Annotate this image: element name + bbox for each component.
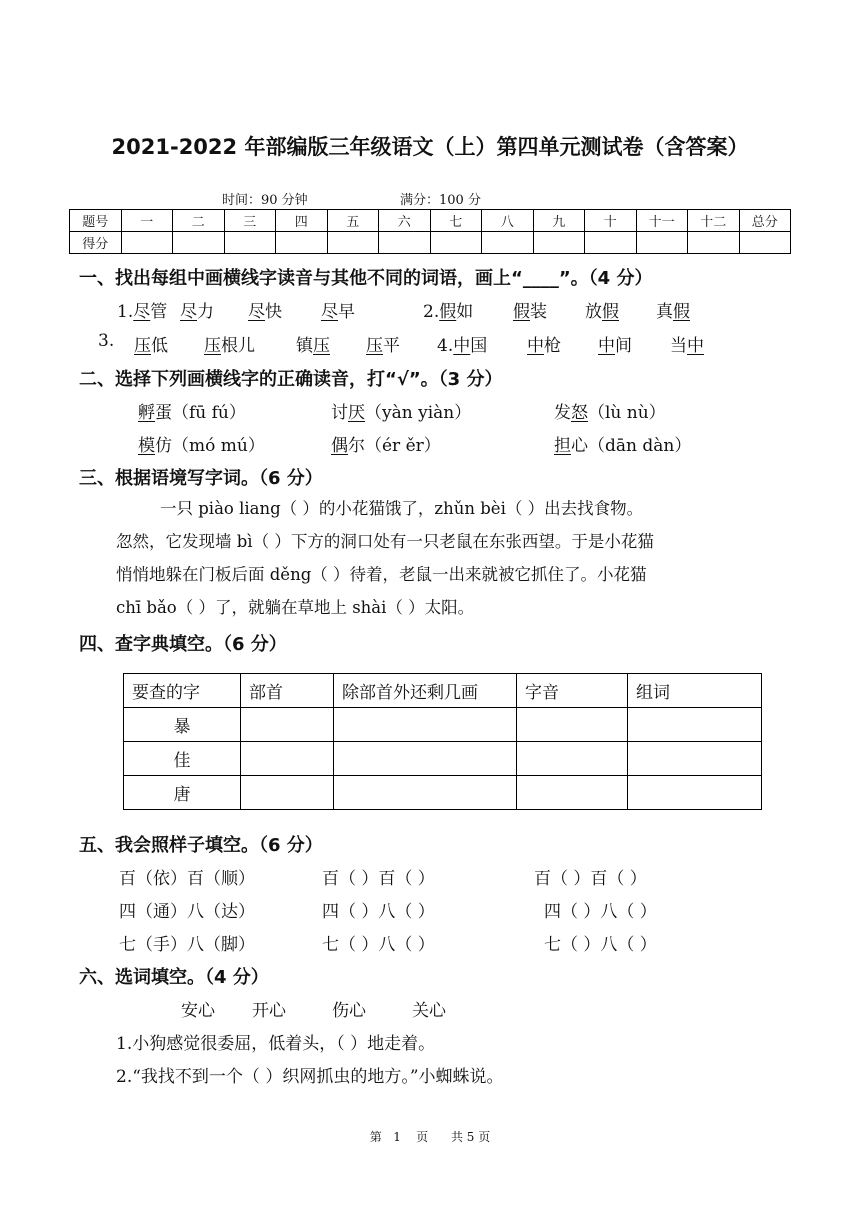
example-pattern: 百（依）百（顺） <box>119 869 255 889</box>
pinyin-options: 蛋（fū fú） <box>155 403 246 423</box>
s6-question: 1.小狗感觉很委屈，低着头，（ ）地走着。 <box>116 1034 436 1054</box>
underlined-char: 压 <box>313 336 330 356</box>
lookup-char: 暴 <box>124 708 241 742</box>
underlined-char: 尽 <box>321 302 338 322</box>
word-text: 间 <box>615 336 632 356</box>
section-5-heading: 五、我会照样子填空。（6 分） <box>79 835 323 856</box>
dictionary-header-cell: 部首 <box>241 674 334 708</box>
s1-item <box>296 331 330 356</box>
underlined-char: 压 <box>204 336 221 356</box>
word-text: 当 <box>670 336 687 356</box>
score-entry-cell[interactable] <box>636 232 688 254</box>
underlined-char: 中 <box>453 336 471 356</box>
score-table-cell: 八 <box>482 210 534 232</box>
section-3-heading: 三、根据语境写字词。（6 分） <box>79 468 323 489</box>
answer-cell[interactable] <box>241 708 334 742</box>
underlined-char: 中 <box>687 336 704 356</box>
fill-blank[interactable]: 四（ ）八（ ） <box>322 902 435 922</box>
dictionary-header-cell: 要查的字 <box>124 674 241 708</box>
underlined-char: 中 <box>598 336 615 356</box>
section-4-heading: 四、查字典填空。（6 分） <box>79 634 287 655</box>
score-entry-cell[interactable] <box>121 232 173 254</box>
answer-cell[interactable] <box>334 708 517 742</box>
passage-line: 悄悄地躲在门板后面 děng（ ）待着，老鼠一出来就被它抓住了。小花猫 <box>116 565 647 584</box>
s1-item <box>366 331 400 356</box>
word-text: 根儿 <box>221 336 255 356</box>
s1-item <box>513 297 547 322</box>
s3-passage <box>116 492 788 624</box>
answer-cell[interactable] <box>241 776 334 810</box>
underlined-char: 模 <box>138 436 155 456</box>
s1-item <box>248 297 282 322</box>
dictionary-row <box>124 776 762 810</box>
passage-line: 一只 piào liang（ ）的小花猫饿了，zhǔn bèi（ ）出去找食物。 <box>160 499 644 518</box>
answer-cell[interactable] <box>334 742 517 776</box>
s1-item <box>598 331 632 356</box>
s2-item <box>331 431 441 456</box>
s1-item <box>656 297 690 322</box>
exam-time: 时间：90 分钟 <box>222 193 308 208</box>
s2-item <box>138 431 265 456</box>
score-entry-cell[interactable] <box>430 232 482 254</box>
underlined-char: 假 <box>602 302 619 322</box>
dictionary-header-row <box>124 674 762 708</box>
word-text: 装 <box>530 302 547 322</box>
page-footer: 第 1 页 共 5 页 <box>369 1130 491 1144</box>
answer-cell[interactable] <box>628 742 762 776</box>
example-pattern: 四（通）八（达） <box>119 902 255 922</box>
word-text: 力 <box>197 302 214 322</box>
passage-line: chī bǎo（ ）了，就躺在草地上 shài（ ）太阳。 <box>116 598 475 617</box>
s1-item <box>527 331 561 356</box>
s1-item <box>180 297 214 322</box>
example-pattern: 七（手）八（脚） <box>119 935 255 955</box>
dictionary-header-cell: 除部首外还剩几画 <box>334 674 517 708</box>
underlined-char: 尽 <box>133 302 151 322</box>
word-choice: 开心 <box>252 1001 286 1021</box>
score-entry-cell[interactable] <box>585 232 637 254</box>
section-6-heading: 六、选词填空。（4 分） <box>79 967 269 988</box>
underlined-char: 怒 <box>571 403 588 423</box>
underlined-char: 中 <box>527 336 544 356</box>
underlined-char: 担 <box>554 436 571 456</box>
s1-item <box>423 297 473 322</box>
section-1-heading: 一、找出每组中画横线字读音与其他不同的词语，画上“____”。（4 分） <box>79 268 653 289</box>
s1-item <box>134 331 168 356</box>
section-2-heading: 二、选择下列画横线字的正确读音，打“√”。（3 分） <box>79 369 503 390</box>
underlined-char: 假 <box>439 302 457 322</box>
word-text: 真 <box>656 302 673 322</box>
score-table-cell: 七 <box>430 210 482 232</box>
score-entry-cell[interactable] <box>276 232 328 254</box>
word-text: 枪 <box>544 336 561 356</box>
score-table <box>69 209 791 254</box>
underlined-char: 尽 <box>248 302 265 322</box>
word-text: 快 <box>265 302 282 322</box>
lookup-char: 佳 <box>124 742 241 776</box>
fill-blank[interactable]: 四（ ）八（ ） <box>544 902 657 922</box>
score-entry-cell[interactable] <box>379 232 431 254</box>
fill-blank[interactable]: 百（ ）百（ ） <box>534 869 647 889</box>
score-entry-cell[interactable] <box>224 232 276 254</box>
dictionary-header-cell: 组词 <box>628 674 762 708</box>
s2-item <box>554 398 666 423</box>
page-title: 2021-2022 年部编版三年级语文（上）第四单元测试卷（含答案） <box>111 135 749 159</box>
s1-item <box>321 297 355 322</box>
pinyin-options: 心（dān dàn） <box>571 436 692 456</box>
answer-cell[interactable] <box>628 708 762 742</box>
score-table-cell: 五 <box>327 210 379 232</box>
score-table-header-row <box>70 210 791 232</box>
pinyin-options: （yàn yiàn） <box>365 403 472 423</box>
score-table-cell: 四 <box>276 210 328 232</box>
word-choice: 安心 <box>181 1001 215 1021</box>
score-table-cell: 三 <box>224 210 276 232</box>
answer-cell[interactable] <box>517 776 628 810</box>
score-entry-cell[interactable] <box>482 232 534 254</box>
word-text: 早 <box>338 302 355 322</box>
answer-cell[interactable] <box>628 776 762 810</box>
score-entry-cell[interactable] <box>327 232 379 254</box>
underlined-char: 假 <box>673 302 690 322</box>
score-entry-cell[interactable] <box>688 232 740 254</box>
word-choice: 伤心 <box>332 1001 366 1021</box>
s6-question: 2.“我找不到一个（ ）织网抓虫的地方。”小蜘蛛说。 <box>116 1067 504 1087</box>
underlined-char: 尽 <box>180 302 197 322</box>
underlined-char: 压 <box>134 336 151 356</box>
answer-cell[interactable] <box>517 742 628 776</box>
lookup-char: 唐 <box>124 776 241 810</box>
full-score: 满分：100 分 <box>400 193 481 208</box>
word-text: 发 <box>554 403 571 423</box>
score-entry-cell[interactable] <box>533 232 585 254</box>
score-table-cell: 十一 <box>636 210 688 232</box>
underlined-char: 假 <box>513 302 530 322</box>
score-table-cell: 一 <box>121 210 173 232</box>
fill-blank[interactable]: 七（ ）八（ ） <box>544 935 657 955</box>
s1-item <box>437 331 487 356</box>
score-table-cell: 十 <box>585 210 637 232</box>
dictionary-table <box>123 673 762 810</box>
word-choice: 关心 <box>412 1001 446 1021</box>
score-table-cell: 总分 <box>739 210 791 232</box>
word-text: 镇 <box>296 336 313 356</box>
underlined-char: 偶 <box>331 436 348 456</box>
word-text: 低 <box>151 336 168 356</box>
word-text: 国 <box>470 336 488 356</box>
answer-cell[interactable] <box>517 708 628 742</box>
s1-item-number: 1. <box>117 302 134 322</box>
score-table-cell: 九 <box>533 210 585 232</box>
word-text: 平 <box>383 336 400 356</box>
dictionary-header-cell: 字音 <box>517 674 628 708</box>
score-table-cell: 二 <box>173 210 225 232</box>
score-table-cell: 六 <box>379 210 431 232</box>
fill-blank[interactable]: 百（ ）百（ ） <box>322 869 435 889</box>
underlined-char: 厌 <box>348 403 365 423</box>
s2-item <box>554 431 691 456</box>
s1-item <box>585 297 619 322</box>
score-table-cell: 题号 <box>70 210 122 232</box>
s2-item <box>138 398 246 423</box>
answer-cell[interactable] <box>334 776 517 810</box>
score-entry-cell[interactable] <box>739 232 791 254</box>
s1-item-number: 2. <box>423 302 440 322</box>
fill-blank[interactable]: 七（ ）八（ ） <box>322 935 435 955</box>
pinyin-options: 尔（ér ěr） <box>348 436 441 456</box>
score-table-score-row <box>70 232 791 254</box>
score-entry-cell[interactable] <box>173 232 225 254</box>
s1-item <box>204 331 255 356</box>
s1-item-number: 4. <box>437 336 454 356</box>
underlined-char: 压 <box>366 336 383 356</box>
pinyin-options: （lù nù） <box>588 403 666 423</box>
word-text: 管 <box>150 302 168 322</box>
score-table-cell: 十二 <box>688 210 740 232</box>
s1-item <box>117 297 167 322</box>
s2-item <box>331 398 471 423</box>
dictionary-row <box>124 708 762 742</box>
s1-item <box>670 331 704 356</box>
pinyin-options: 仿（mó mú） <box>155 436 265 456</box>
answer-cell[interactable] <box>241 742 334 776</box>
passage-line: 忽然，它发现墙 bì（ ）下方的洞口处有一只老鼠在东张西望。于是小花猫 <box>116 532 654 551</box>
word-text: 放 <box>585 302 602 322</box>
score-row-label: 得分 <box>70 232 122 254</box>
underlined-char: 孵 <box>138 403 155 423</box>
s1-item-number: 3. <box>98 331 115 351</box>
word-text: 讨 <box>331 403 348 423</box>
word-text: 如 <box>456 302 474 322</box>
dictionary-row <box>124 742 762 776</box>
